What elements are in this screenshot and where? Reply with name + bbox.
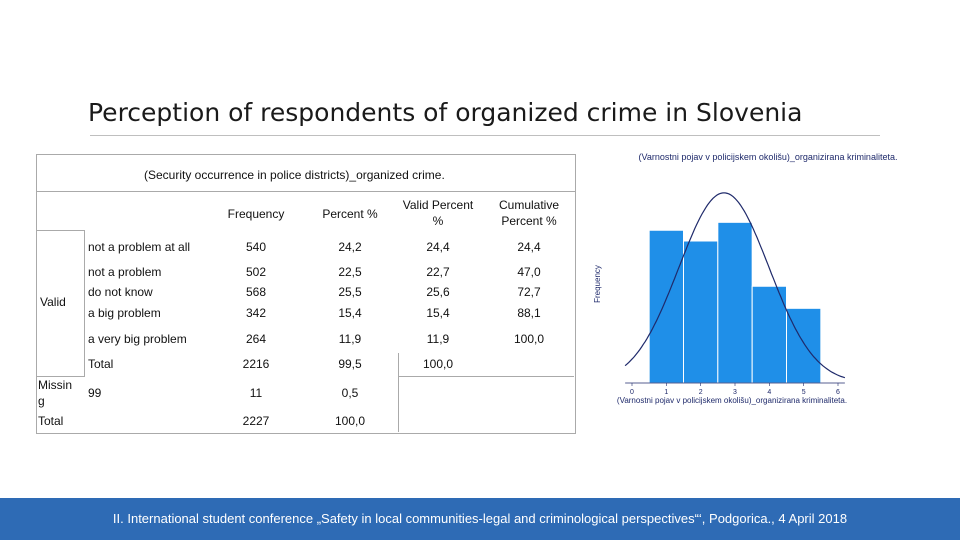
histogram-bar — [649, 230, 683, 383]
cell-frequency: 264 — [245, 332, 267, 346]
cell-cumulative: 72,7 — [517, 285, 541, 299]
x-axis-label: (Varnostni pojav v policijskem okolišu)_organizirana kriminaliteta. — [616, 396, 848, 405]
table-caption-divider — [36, 191, 576, 192]
row-label: 99 — [88, 386, 102, 400]
histogram-bar — [787, 308, 821, 383]
title-divider — [90, 135, 880, 136]
row-label: not a problem at all — [88, 240, 191, 254]
chart-title: (Varnostni pojav v policijskem okolišu)_organizirana kriminaliteta. — [638, 152, 898, 162]
x-tick-label: 6 — [836, 389, 840, 396]
row-label: Total — [88, 357, 114, 371]
group-label-missing-cont: g — [38, 394, 45, 408]
cell-percent: 22,5 — [338, 265, 362, 279]
group-label-total: Total — [38, 414, 64, 428]
row-label: do not know — [88, 285, 153, 299]
histogram-bar — [752, 286, 786, 383]
table-column-divider — [36, 191, 37, 230]
cell-frequency: 502 — [245, 265, 267, 279]
y-axis-label: Frequency — [593, 265, 602, 303]
cell-frequency: 342 — [245, 306, 267, 320]
table-row-divider — [36, 230, 84, 231]
table-caption: (Security occurrence in police districts)_organized crime. — [144, 168, 445, 182]
cell-frequency: 11 — [249, 386, 263, 400]
cell-frequency: 568 — [245, 285, 267, 299]
header-frequency: Frequency — [227, 207, 285, 221]
header-valid-percent-unit: % — [432, 214, 444, 228]
group-label-valid: Valid — [40, 295, 66, 309]
cell-valid-percent: 15,4 — [426, 306, 450, 320]
cell-valid-percent: 11,9 — [426, 332, 450, 346]
cell-percent: 0,5 — [341, 386, 359, 400]
table-column-divider — [84, 230, 85, 377]
histogram-bar — [684, 241, 718, 383]
x-tick-label: 4 — [767, 389, 772, 396]
x-tick-label: 2 — [698, 389, 703, 396]
cell-percent: 99,5 — [338, 357, 362, 371]
slide-title: Perception of respondents of organized crime in Slovenia — [88, 98, 803, 127]
header-cumulative-unit: Percent % — [501, 214, 557, 228]
x-tick-label: 3 — [733, 389, 737, 396]
cell-percent: 25,5 — [338, 285, 362, 299]
x-tick-label: 1 — [664, 389, 669, 396]
cell-valid-percent: 100,0 — [422, 357, 454, 371]
header-cumulative: Cumulative — [498, 198, 560, 212]
header-valid-percent: Valid Percent — [402, 198, 474, 212]
table-row-divider — [36, 376, 84, 377]
cell-cumulative: 47,0 — [517, 265, 541, 279]
x-tick-label: 5 — [801, 389, 806, 396]
cell-percent: 15,4 — [338, 306, 362, 320]
cell-frequency: 540 — [245, 240, 267, 254]
frequency-histogram — [590, 145, 920, 425]
table-row-divider — [398, 376, 574, 377]
cell-percent: 100,0 — [334, 414, 366, 428]
cell-valid-percent: 24,4 — [426, 240, 450, 254]
cell-percent: 11,9 — [338, 332, 362, 346]
cell-cumulative: 100,0 — [513, 332, 545, 346]
cell-cumulative: 88,1 — [517, 306, 541, 320]
cell-cumulative: 24,4 — [517, 240, 541, 254]
row-label: a very big problem — [88, 332, 187, 346]
row-label: not a problem — [88, 265, 162, 279]
x-tick-label: 0 — [630, 389, 634, 396]
group-label-missing: Missin — [38, 378, 73, 392]
cell-valid-percent: 25,6 — [426, 285, 450, 299]
footer-bar — [0, 498, 960, 540]
header-percent: Percent % — [322, 207, 378, 221]
footer-text: II. International student conference „Safety in local communities-legal and criminological perspectives“‘, Podgorica., 4 April 2018 — [112, 511, 848, 526]
cell-frequency: 2216 — [242, 357, 270, 371]
cell-frequency: 2227 — [242, 414, 270, 428]
cell-percent: 24,2 — [338, 240, 362, 254]
histogram-bar — [718, 222, 752, 383]
row-label: a big problem — [88, 306, 161, 320]
cell-valid-percent: 22,7 — [426, 265, 450, 279]
